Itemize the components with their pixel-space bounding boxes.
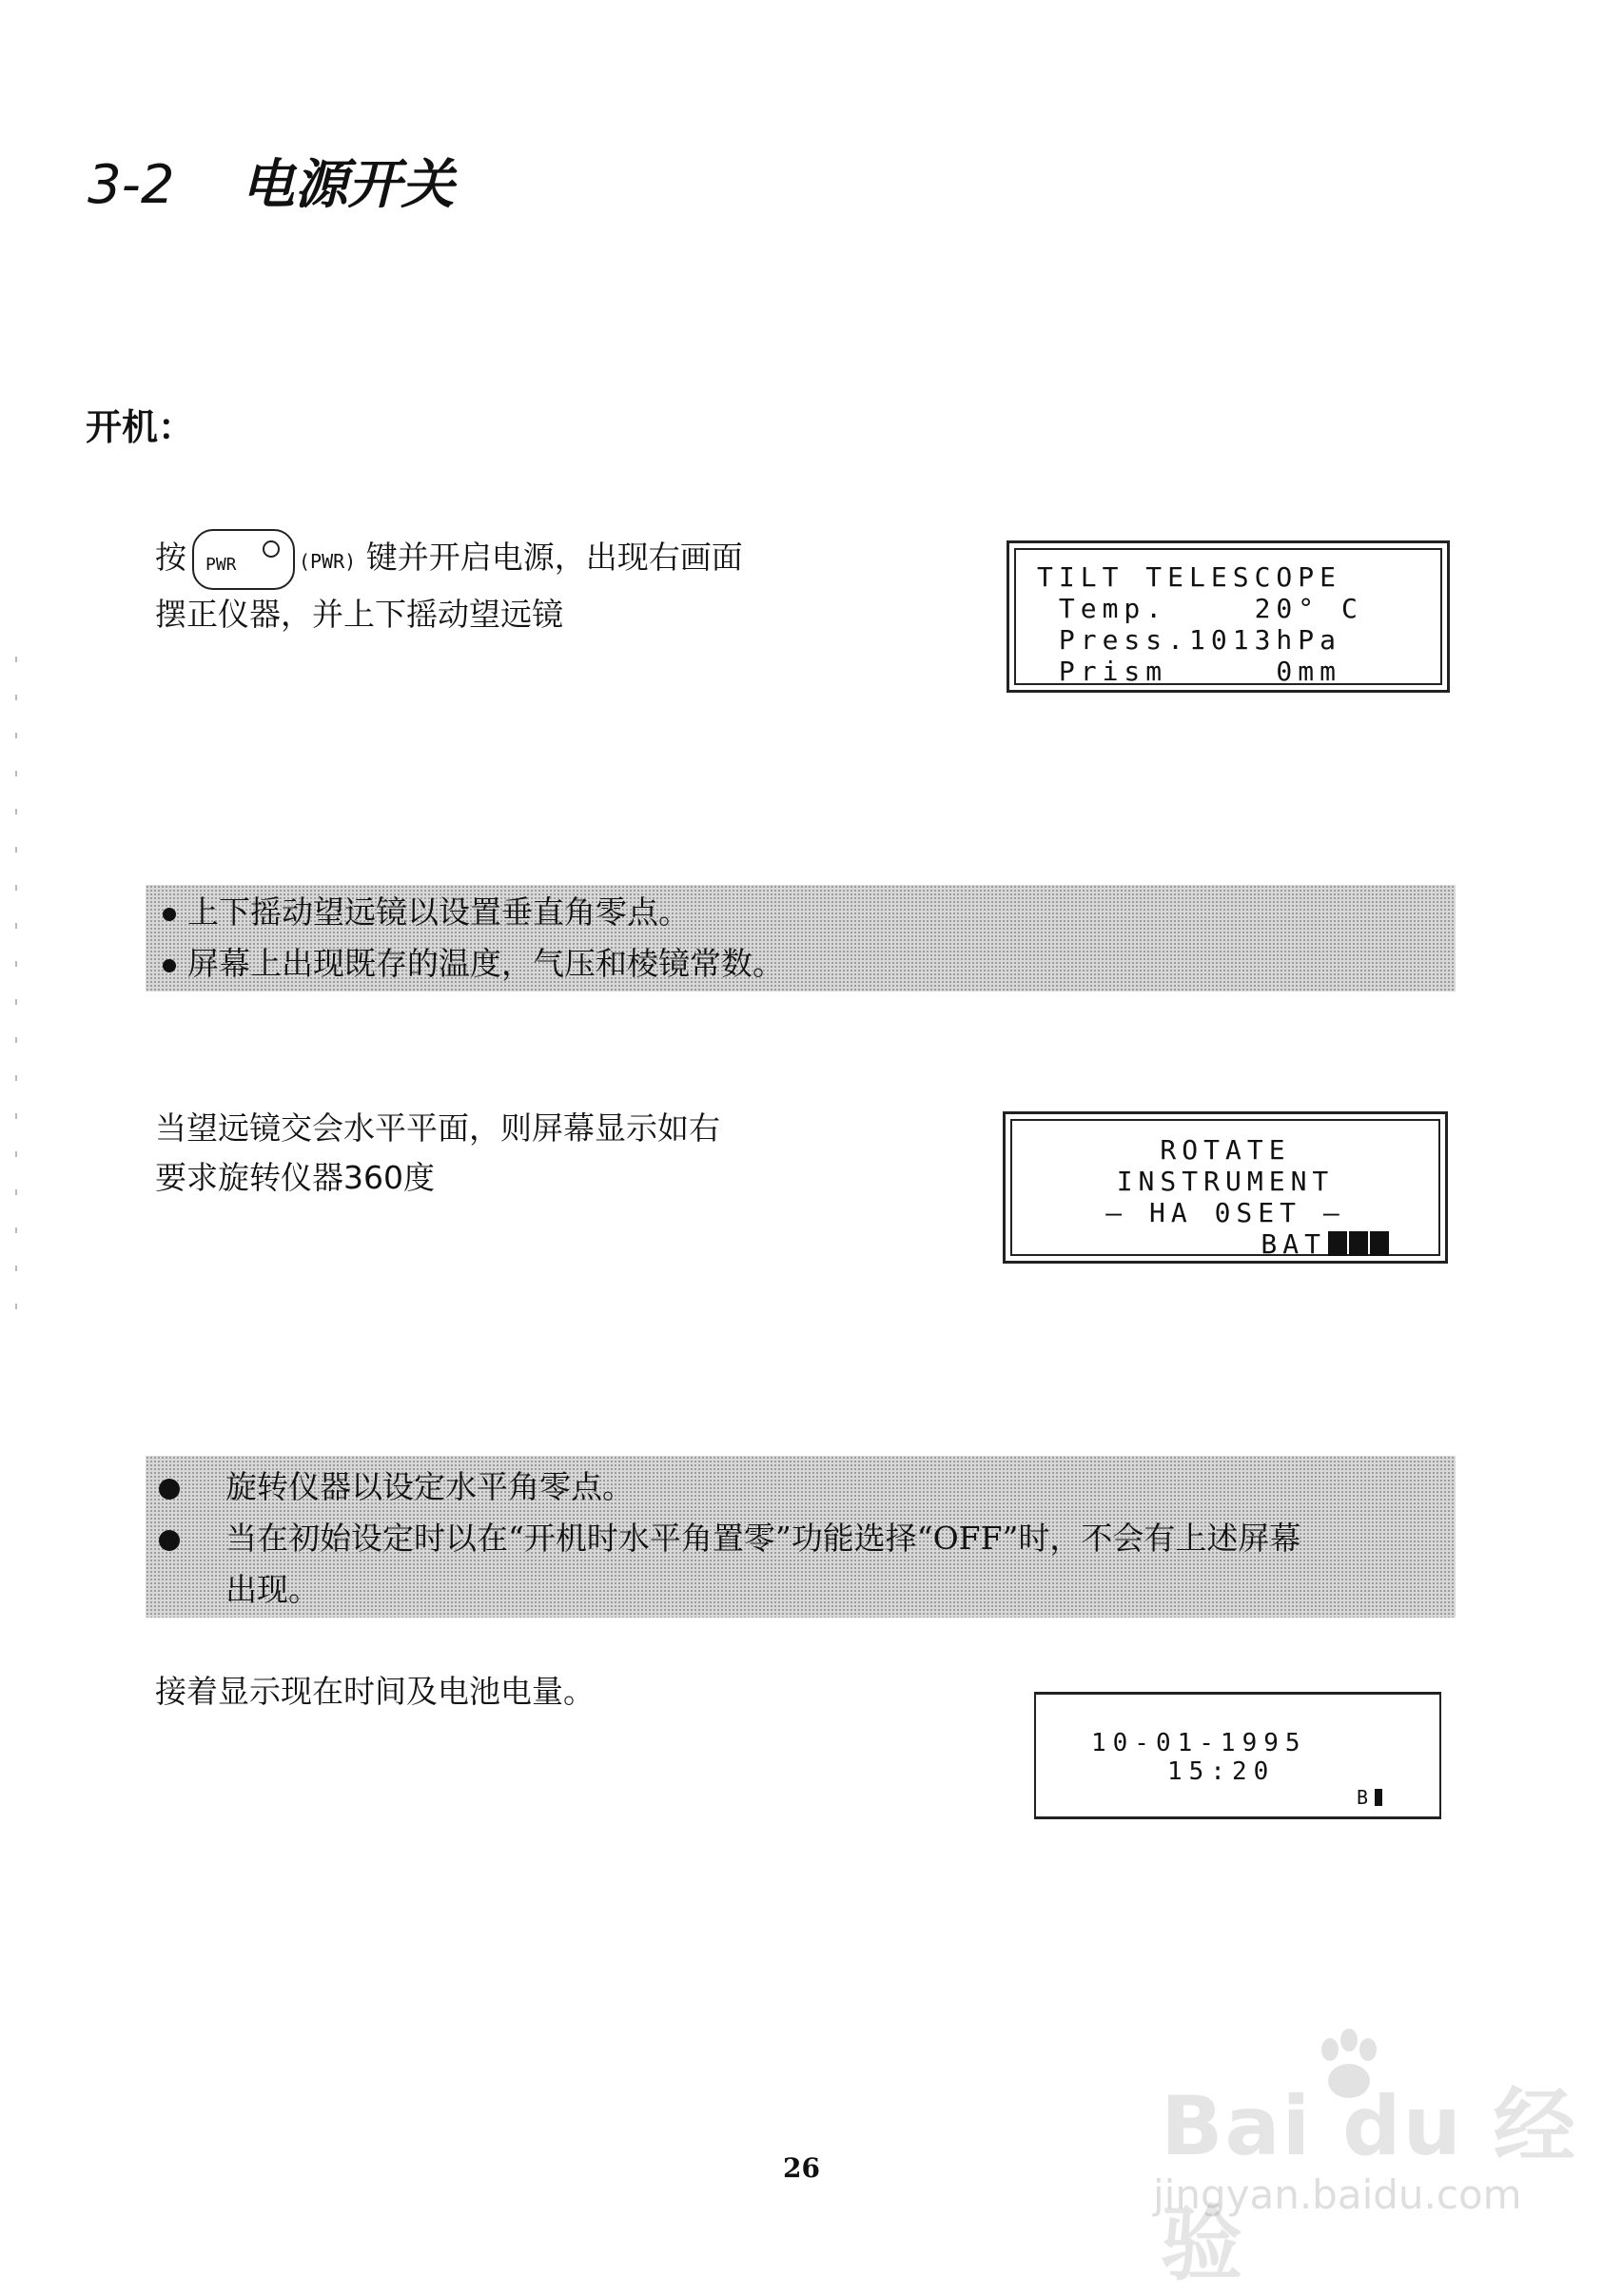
margin-scan-marks (15, 657, 17, 1342)
bullet-icon (163, 959, 176, 972)
lcd1-line4: Prism 0mm (1037, 656, 1342, 687)
lcd2-line2: INSTRUMENT (1116, 1166, 1335, 1197)
battery-bar-icon (1349, 1231, 1368, 1256)
lcd2-bat-label: BAT (1261, 1228, 1326, 1260)
step2-degrees: 360 (343, 1159, 403, 1196)
bullet-icon (159, 1530, 180, 1551)
section-title (88, 143, 454, 219)
step1-line1-rest: 键并开启电源，出现右画面 (365, 539, 743, 576)
lcd-tilt-telescope (1007, 540, 1450, 693)
bullet-icon (159, 1479, 180, 1500)
note1-item2-text: 屏幕上出现既存的温度，气压和棱镜常数。 (187, 945, 784, 982)
note2-item1-text: 旋转仪器以设定水平角零点。 (225, 1468, 634, 1505)
note-box-1 (146, 885, 1456, 991)
watermark-brand: Bai du 经验 (1161, 2079, 1577, 2292)
section-title-text: 电源开关 (241, 153, 455, 216)
subheading: 开机： (86, 406, 195, 448)
pwr-key-name: (PWR) (299, 550, 357, 573)
note2-item2 (159, 1513, 1456, 1564)
lcd2-battery-row (1012, 1228, 1438, 1260)
note2-item2-line1: 当在初始设定时以在“开机时水平角置零”功能选择“OFF”时，不会有上述屏幕 (225, 1520, 1301, 1557)
watermark-url: jingyan.baidu.com (1153, 2171, 1522, 2218)
note2-item1 (159, 1462, 1456, 1513)
step1-press-word: 按 (155, 539, 186, 576)
step1-line1 (155, 529, 743, 590)
lcd-rotate-screen (1010, 1119, 1440, 1260)
lcd-rotate-instrument (1003, 1111, 1448, 1264)
page-number: 26 (783, 2152, 820, 2184)
lcd3-battery-label: B (1356, 1786, 1375, 1809)
pwr-key-label: PWR (205, 555, 237, 575)
lcd3-battery-row (1036, 1786, 1439, 1809)
lcd1-line2: Temp. 20° C (1037, 593, 1363, 624)
step1-text (155, 529, 743, 639)
lcd-tilt-screen (1014, 548, 1442, 685)
step2-line2-b: 度 (403, 1159, 435, 1196)
note1-item1-text: 上下摇动望远镜以设置垂直角零点。 (187, 893, 690, 931)
step2-line2 (155, 1153, 720, 1203)
battery-bar-icon (1370, 1231, 1389, 1256)
step3-text: 接着显示现在时间及电池电量。 (155, 1673, 595, 1710)
step2-line1: 当望远镜交会水平平面，则屏幕显示如右 (155, 1109, 720, 1147)
battery-bar-icon (1328, 1231, 1347, 1256)
lcd3-date: 10-01-1995 (1091, 1729, 1307, 1757)
section-number: 3-2 (88, 154, 175, 216)
step2-text (155, 1104, 720, 1203)
note1-item2 (163, 938, 1456, 990)
note-box-2 (146, 1456, 1456, 1618)
pwr-key-icon (192, 529, 295, 590)
lcd1-line3: Press.1013hPa (1037, 624, 1342, 656)
bullet-icon (163, 908, 176, 921)
note2-item2-line2: 出现。 (225, 1571, 320, 1608)
note1-item1 (163, 887, 1456, 938)
lcd3-time: 15:20 (1167, 1757, 1276, 1786)
lcd-date-time (1034, 1692, 1441, 1819)
lcd2-line3: — HA 0SET — (1105, 1197, 1345, 1228)
step2-line2-a: 要求旋转仪器 (155, 1159, 343, 1196)
power-led-icon (263, 540, 280, 558)
lcd1-line1: TILT TELESCOPE (1037, 561, 1342, 593)
battery-bar-icon (1375, 1789, 1382, 1806)
lcd2-line1: ROTATE (1160, 1134, 1291, 1166)
step1-line2: 摆正仪器，并上下摇动望远镜 (155, 596, 563, 633)
